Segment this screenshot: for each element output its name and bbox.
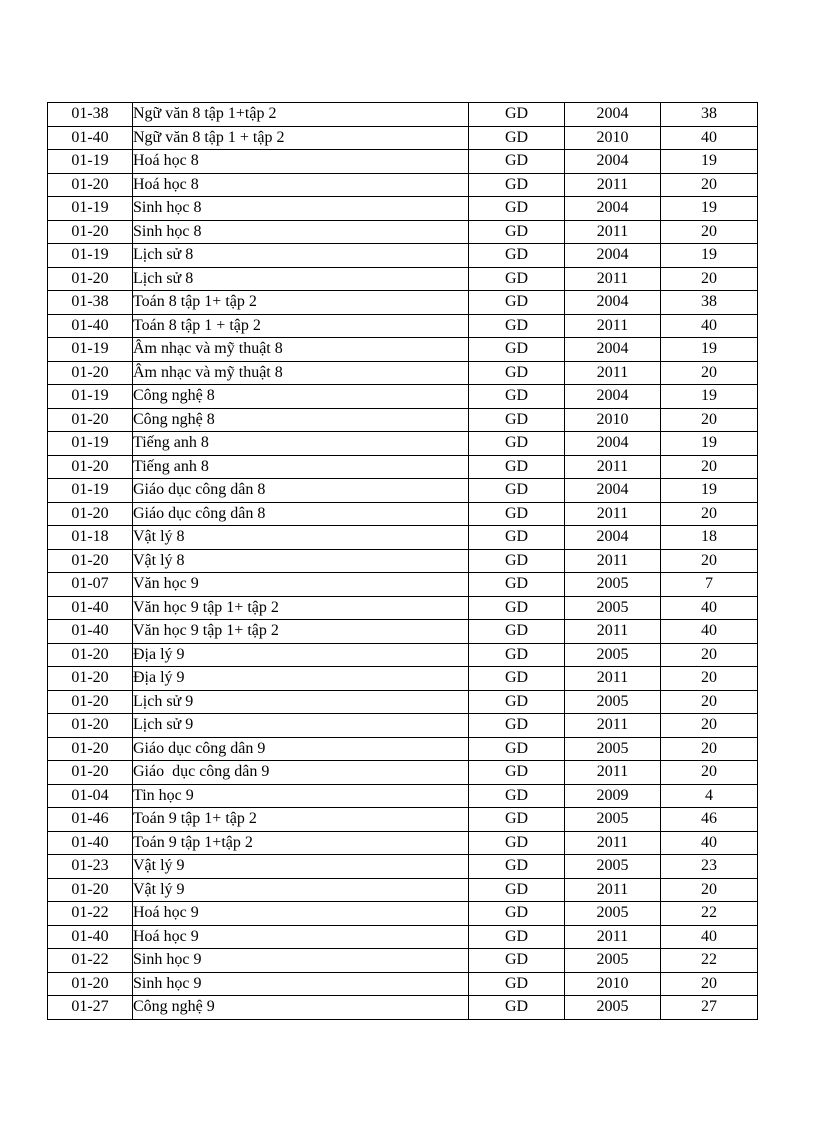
year-cell: 2005	[565, 996, 661, 1020]
book-code-cell: 01-20	[48, 667, 133, 691]
quantity-cell: 19	[661, 244, 758, 268]
book-code-cell: 01-46	[48, 808, 133, 832]
publisher-cell: GD	[469, 432, 565, 456]
publisher-cell: GD	[469, 878, 565, 902]
year-cell: 2005	[565, 949, 661, 973]
publisher-cell: GD	[469, 526, 565, 550]
quantity-cell: 22	[661, 902, 758, 926]
publisher-cell: GD	[469, 690, 565, 714]
table-row	[48, 432, 758, 456]
quantity-cell: 38	[661, 103, 758, 127]
book-code-cell: 01-20	[48, 173, 133, 197]
book-title-cell: Địa lý 9	[133, 643, 469, 667]
book-code-cell: 01-19	[48, 244, 133, 268]
quantity-cell: 19	[661, 385, 758, 409]
table-row	[48, 455, 758, 479]
table-row	[48, 220, 758, 244]
book-title-cell: Vật lý 8	[133, 549, 469, 573]
quantity-cell: 40	[661, 126, 758, 150]
book-title-cell: Lịch sử 8	[133, 267, 469, 291]
publisher-cell: GD	[469, 244, 565, 268]
book-title-cell: Vật lý 8	[133, 526, 469, 550]
book-code-cell: 01-22	[48, 949, 133, 973]
book-code-cell: 01-20	[48, 737, 133, 761]
year-cell: 2011	[565, 267, 661, 291]
book-code-cell: 01-40	[48, 925, 133, 949]
book-code-cell: 01-20	[48, 220, 133, 244]
year-cell: 2004	[565, 479, 661, 503]
table-row	[48, 667, 758, 691]
year-cell: 2005	[565, 808, 661, 832]
publisher-cell: GD	[469, 408, 565, 432]
year-cell: 2005	[565, 573, 661, 597]
quantity-cell: 20	[661, 361, 758, 385]
table-row	[48, 267, 758, 291]
year-cell: 2011	[565, 549, 661, 573]
book-code-cell: 01-20	[48, 267, 133, 291]
book-title-cell: Tiếng anh 8	[133, 432, 469, 456]
publisher-cell: GD	[469, 902, 565, 926]
table-row	[48, 479, 758, 503]
year-cell: 2011	[565, 761, 661, 785]
book-title-cell: Lịch sử 9	[133, 690, 469, 714]
year-cell: 2011	[565, 714, 661, 738]
book-code-cell: 01-20	[48, 761, 133, 785]
year-cell: 2011	[565, 220, 661, 244]
publisher-cell: GD	[469, 220, 565, 244]
year-cell: 2004	[565, 385, 661, 409]
quantity-cell: 4	[661, 784, 758, 808]
book-code-cell: 01-22	[48, 902, 133, 926]
publisher-cell: GD	[469, 620, 565, 644]
publisher-cell: GD	[469, 949, 565, 973]
book-title-cell: Sinh học 9	[133, 949, 469, 973]
table-row	[48, 737, 758, 761]
book-title-cell: Toán 9 tập 1+tập 2	[133, 831, 469, 855]
book-code-cell: 01-19	[48, 197, 133, 221]
quantity-cell: 20	[661, 173, 758, 197]
publisher-cell: GD	[469, 126, 565, 150]
year-cell: 2011	[565, 925, 661, 949]
quantity-cell: 20	[661, 878, 758, 902]
book-title-cell: Toán 8 tập 1+ tập 2	[133, 291, 469, 315]
book-title-cell: Hoá học 9	[133, 902, 469, 926]
table-row	[48, 549, 758, 573]
year-cell: 2011	[565, 502, 661, 526]
table-body	[48, 103, 758, 1020]
quantity-cell: 20	[661, 737, 758, 761]
book-code-cell: 01-19	[48, 385, 133, 409]
table-row	[48, 244, 758, 268]
quantity-cell: 20	[661, 761, 758, 785]
book-code-cell: 01-20	[48, 714, 133, 738]
quantity-cell: 27	[661, 996, 758, 1020]
book-title-cell: Sinh học 9	[133, 972, 469, 996]
publisher-cell: GD	[469, 573, 565, 597]
quantity-cell: 40	[661, 314, 758, 338]
book-title-cell: Tiếng anh 8	[133, 455, 469, 479]
book-code-cell: 01-40	[48, 126, 133, 150]
quantity-cell: 20	[661, 972, 758, 996]
book-code-cell: 01-27	[48, 996, 133, 1020]
year-cell: 2010	[565, 408, 661, 432]
book-title-cell: Toán 9 tập 1+ tập 2	[133, 808, 469, 832]
publisher-cell: GD	[469, 596, 565, 620]
year-cell: 2004	[565, 244, 661, 268]
quantity-cell: 22	[661, 949, 758, 973]
table-row	[48, 620, 758, 644]
year-cell: 2004	[565, 103, 661, 127]
year-cell: 2004	[565, 197, 661, 221]
book-title-cell: Giáo dục công dân 9	[133, 737, 469, 761]
table-row	[48, 385, 758, 409]
quantity-cell: 19	[661, 150, 758, 174]
publisher-cell: GD	[469, 643, 565, 667]
publisher-cell: GD	[469, 667, 565, 691]
book-code-cell: 01-20	[48, 549, 133, 573]
publisher-cell: GD	[469, 197, 565, 221]
book-title-cell: Sinh học 8	[133, 197, 469, 221]
book-code-cell: 01-20	[48, 972, 133, 996]
book-title-cell: Tin học 9	[133, 784, 469, 808]
table-row	[48, 643, 758, 667]
book-title-cell: Văn học 9 tập 1+ tập 2	[133, 620, 469, 644]
publisher-cell: GD	[469, 972, 565, 996]
table-row	[48, 831, 758, 855]
book-code-cell: 01-07	[48, 573, 133, 597]
table-row	[48, 784, 758, 808]
book-title-cell: Ngữ văn 8 tập 1+tập 2	[133, 103, 469, 127]
book-code-cell: 01-38	[48, 103, 133, 127]
year-cell: 2011	[565, 173, 661, 197]
book-title-cell: Công nghệ 8	[133, 408, 469, 432]
table-row	[48, 714, 758, 738]
book-code-cell: 01-20	[48, 455, 133, 479]
table-row	[48, 855, 758, 879]
publisher-cell: GD	[469, 479, 565, 503]
book-code-cell: 01-19	[48, 432, 133, 456]
quantity-cell: 20	[661, 690, 758, 714]
publisher-cell: GD	[469, 103, 565, 127]
quantity-cell: 40	[661, 596, 758, 620]
book-code-cell: 01-18	[48, 526, 133, 550]
book-code-cell: 01-40	[48, 596, 133, 620]
book-title-cell: Hoá học 8	[133, 173, 469, 197]
publisher-cell: GD	[469, 267, 565, 291]
book-code-cell: 01-19	[48, 338, 133, 362]
book-title-cell: Công nghệ 8	[133, 385, 469, 409]
book-title-cell: Văn học 9	[133, 573, 469, 597]
publisher-cell: GD	[469, 737, 565, 761]
book-code-cell: 01-19	[48, 479, 133, 503]
table-row	[48, 996, 758, 1020]
book-title-cell: Lịch sử 8	[133, 244, 469, 268]
book-title-cell: Giáo dục công dân 8	[133, 502, 469, 526]
book-title-cell: Hoá học 9	[133, 925, 469, 949]
publisher-cell: GD	[469, 714, 565, 738]
book-title-cell: Âm nhạc và mỹ thuật 8	[133, 338, 469, 362]
quantity-cell: 20	[661, 220, 758, 244]
year-cell: 2004	[565, 150, 661, 174]
table-row	[48, 925, 758, 949]
year-cell: 2010	[565, 972, 661, 996]
book-title-cell: Vật lý 9	[133, 855, 469, 879]
quantity-cell: 20	[661, 267, 758, 291]
book-title-cell: Toán 8 tập 1 + tập 2	[133, 314, 469, 338]
quantity-cell: 38	[661, 291, 758, 315]
publisher-cell: GD	[469, 291, 565, 315]
book-title-cell: Địa lý 9	[133, 667, 469, 691]
book-title-cell: Hoá học 8	[133, 150, 469, 174]
book-code-cell: 01-04	[48, 784, 133, 808]
quantity-cell: 20	[661, 714, 758, 738]
book-title-cell: Công nghệ 9	[133, 996, 469, 1020]
quantity-cell: 7	[661, 573, 758, 597]
table-row	[48, 526, 758, 550]
publisher-cell: GD	[469, 361, 565, 385]
quantity-cell: 20	[661, 455, 758, 479]
table-row	[48, 408, 758, 432]
quantity-cell: 19	[661, 432, 758, 456]
quantity-cell: 20	[661, 502, 758, 526]
quantity-cell: 20	[661, 643, 758, 667]
quantity-cell: 20	[661, 408, 758, 432]
table-row	[48, 126, 758, 150]
year-cell: 2011	[565, 314, 661, 338]
book-title-cell: Lịch sử 9	[133, 714, 469, 738]
year-cell: 2011	[565, 455, 661, 479]
publisher-cell: GD	[469, 925, 565, 949]
book-code-cell: 01-20	[48, 361, 133, 385]
book-code-cell: 01-20	[48, 878, 133, 902]
table-row	[48, 103, 758, 127]
publisher-cell: GD	[469, 338, 565, 362]
table-row	[48, 361, 758, 385]
book-title-cell: Văn học 9 tập 1+ tập 2	[133, 596, 469, 620]
quantity-cell: 19	[661, 197, 758, 221]
book-code-cell: 01-20	[48, 690, 133, 714]
quantity-cell: 23	[661, 855, 758, 879]
table-row	[48, 314, 758, 338]
publisher-cell: GD	[469, 831, 565, 855]
table-row	[48, 173, 758, 197]
year-cell: 2004	[565, 432, 661, 456]
year-cell: 2009	[565, 784, 661, 808]
year-cell: 2004	[565, 338, 661, 362]
publisher-cell: GD	[469, 855, 565, 879]
table-row	[48, 878, 758, 902]
publisher-cell: GD	[469, 173, 565, 197]
quantity-cell: 40	[661, 620, 758, 644]
book-title-cell: Ngữ văn 8 tập 1 + tập 2	[133, 126, 469, 150]
year-cell: 2011	[565, 831, 661, 855]
book-title-cell: Vật lý 9	[133, 878, 469, 902]
year-cell: 2010	[565, 126, 661, 150]
publisher-cell: GD	[469, 385, 565, 409]
table-row	[48, 338, 758, 362]
year-cell: 2011	[565, 667, 661, 691]
table-row	[48, 808, 758, 832]
quantity-cell: 20	[661, 667, 758, 691]
publisher-cell: GD	[469, 314, 565, 338]
table-row	[48, 972, 758, 996]
year-cell: 2011	[565, 620, 661, 644]
year-cell: 2004	[565, 291, 661, 315]
quantity-cell: 18	[661, 526, 758, 550]
publisher-cell: GD	[469, 502, 565, 526]
book-code-cell: 01-40	[48, 831, 133, 855]
table-row	[48, 690, 758, 714]
book-code-cell: 01-23	[48, 855, 133, 879]
book-title-cell: Giáo dục công dân 8	[133, 479, 469, 503]
publisher-cell: GD	[469, 761, 565, 785]
year-cell: 2005	[565, 596, 661, 620]
year-cell: 2005	[565, 855, 661, 879]
table-row	[48, 150, 758, 174]
quantity-cell: 40	[661, 925, 758, 949]
book-title-cell: Âm nhạc và mỹ thuật 8	[133, 361, 469, 385]
quantity-cell: 20	[661, 549, 758, 573]
book-code-cell: 01-40	[48, 620, 133, 644]
book-code-cell: 01-20	[48, 643, 133, 667]
publisher-cell: GD	[469, 150, 565, 174]
book-code-cell: 01-40	[48, 314, 133, 338]
quantity-cell: 40	[661, 831, 758, 855]
table-row	[48, 502, 758, 526]
year-cell: 2011	[565, 878, 661, 902]
publisher-cell: GD	[469, 808, 565, 832]
table-row	[48, 902, 758, 926]
year-cell: 2005	[565, 737, 661, 761]
book-code-cell: 01-20	[48, 408, 133, 432]
quantity-cell: 19	[661, 338, 758, 362]
table-row	[48, 573, 758, 597]
book-title-cell: Giáo dục công dân 9	[133, 761, 469, 785]
year-cell: 2005	[565, 902, 661, 926]
year-cell: 2004	[565, 526, 661, 550]
year-cell: 2005	[565, 690, 661, 714]
table-row	[48, 197, 758, 221]
book-code-cell: 01-38	[48, 291, 133, 315]
publisher-cell: GD	[469, 996, 565, 1020]
quantity-cell: 46	[661, 808, 758, 832]
book-title-cell: Sinh học 8	[133, 220, 469, 244]
year-cell: 2011	[565, 361, 661, 385]
table-row	[48, 291, 758, 315]
table-row	[48, 596, 758, 620]
book-code-cell: 01-19	[48, 150, 133, 174]
table-row	[48, 949, 758, 973]
book-code-cell: 01-20	[48, 502, 133, 526]
book-inventory-table	[47, 102, 758, 1020]
table-row	[48, 761, 758, 785]
quantity-cell: 19	[661, 479, 758, 503]
publisher-cell: GD	[469, 784, 565, 808]
year-cell: 2005	[565, 643, 661, 667]
publisher-cell: GD	[469, 455, 565, 479]
publisher-cell: GD	[469, 549, 565, 573]
